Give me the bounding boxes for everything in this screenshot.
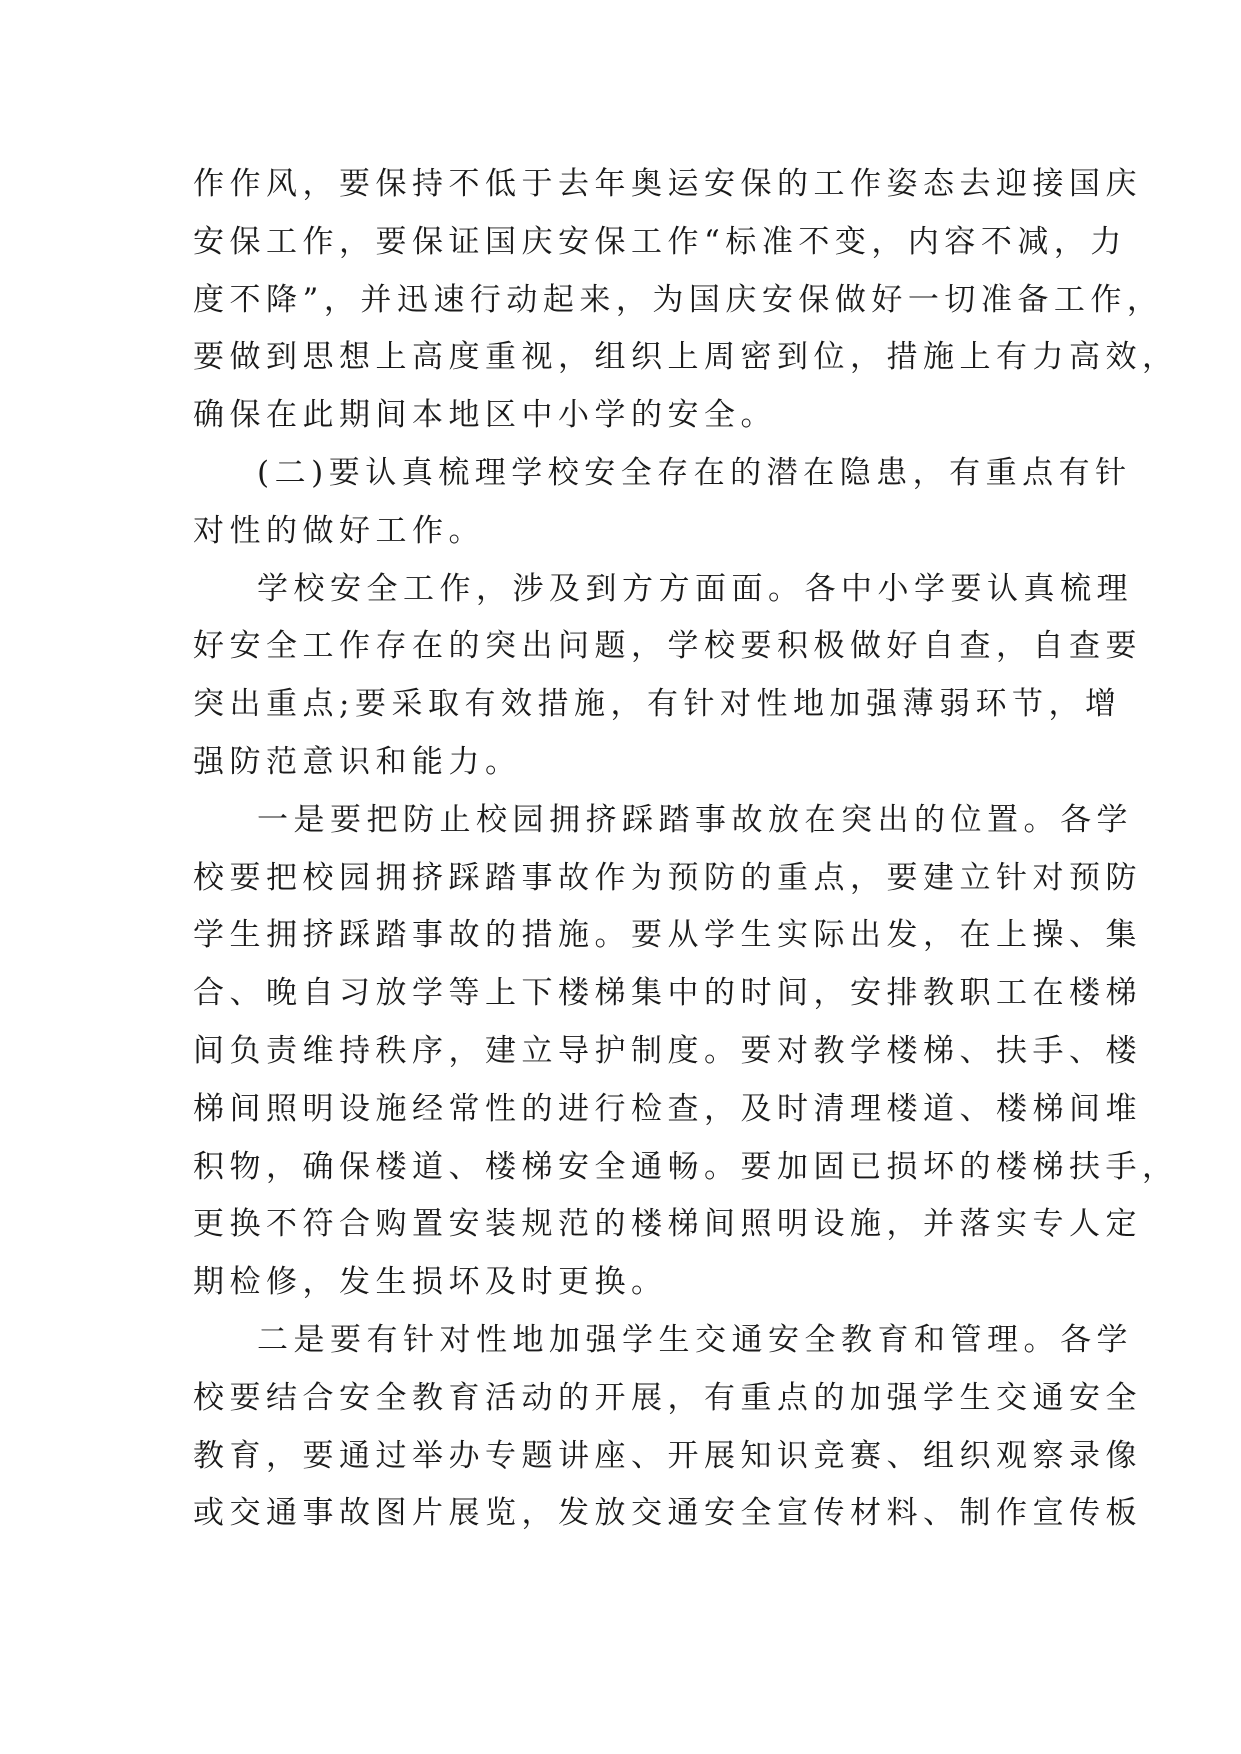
text-line: 安保工作，要保证国庆安保工作“标准不变，内容不减，力 bbox=[193, 223, 1127, 260]
text-line: 或交通事故图片展览，发放交通安全宣传材料、制作宣传板 bbox=[193, 1495, 1142, 1532]
document-body bbox=[193, 156, 1179, 1543]
text-line: 作作风，要保持不低于去年奥运安保的工作姿态去迎接国庆 bbox=[193, 166, 1142, 202]
text-line: 一是要把防止校园拥挤踩踏事故放在突出的位置。各学 bbox=[257, 801, 1133, 838]
text-line: 突出重点;要采取有效措施，有针对性地加强薄弱环节，增 bbox=[193, 686, 1122, 723]
text-line: 学校安全工作，涉及到方方面面。各中小学要认真梳理 bbox=[257, 570, 1133, 607]
text-line: 梯间照明设施经常性的进行检查，及时清理楼道、楼梯间堆 bbox=[193, 1090, 1142, 1127]
text-line: 积物，确保楼道、楼梯安全通畅。要加固已损坏的楼梯扶手， bbox=[193, 1148, 1179, 1185]
text-line: 更换不符合购置安装规范的楼梯间照明设施，并落实专人定 bbox=[193, 1206, 1142, 1243]
text-line: 学生拥挤踩踏事故的措施。要从学生实际出发，在上操、集 bbox=[193, 917, 1142, 954]
text-line: 要做到思想上高度重视，组织上周密到位，措施上有力高效， bbox=[193, 339, 1179, 376]
text-line: 二是要有针对性地加强学生交通安全教育和管理。各学 bbox=[257, 1321, 1133, 1358]
text-line: 期检修，发生损坏及时更换。 bbox=[193, 1264, 668, 1301]
text-line: (二)要认真梳理学校安全存在的潜在隐患，有重点有针 bbox=[257, 454, 1132, 491]
text-line: 间负责维持秩序，建立导护制度。要对教学楼梯、扶手、楼 bbox=[193, 1032, 1142, 1069]
text-line: 好安全工作存在的突出问题，学校要积极做好自查，自查要 bbox=[193, 628, 1142, 665]
text-line: 合、晚自习放学等上下楼梯集中的时间，安排教职工在楼梯 bbox=[193, 975, 1142, 1012]
text-line: 确保在此期间本地区中小学的安全。 bbox=[193, 397, 777, 434]
text-line: 对性的做好工作。 bbox=[193, 512, 485, 549]
text-line: 校要结合安全教育活动的开展，有重点的加强学生交通安全 bbox=[193, 1379, 1142, 1416]
text-line: 度不降”，并迅速行动起来，为国庆安保做好一切准备工作， bbox=[193, 281, 1164, 318]
text-line: 强防范意识和能力。 bbox=[193, 743, 522, 780]
text-line: 教育，要通过举办专题讲座、开展知识竞赛、组织观察录像 bbox=[193, 1437, 1142, 1474]
text-line: 校要把校园拥挤踩踏事故作为预防的重点，要建立针对预防 bbox=[193, 859, 1142, 896]
